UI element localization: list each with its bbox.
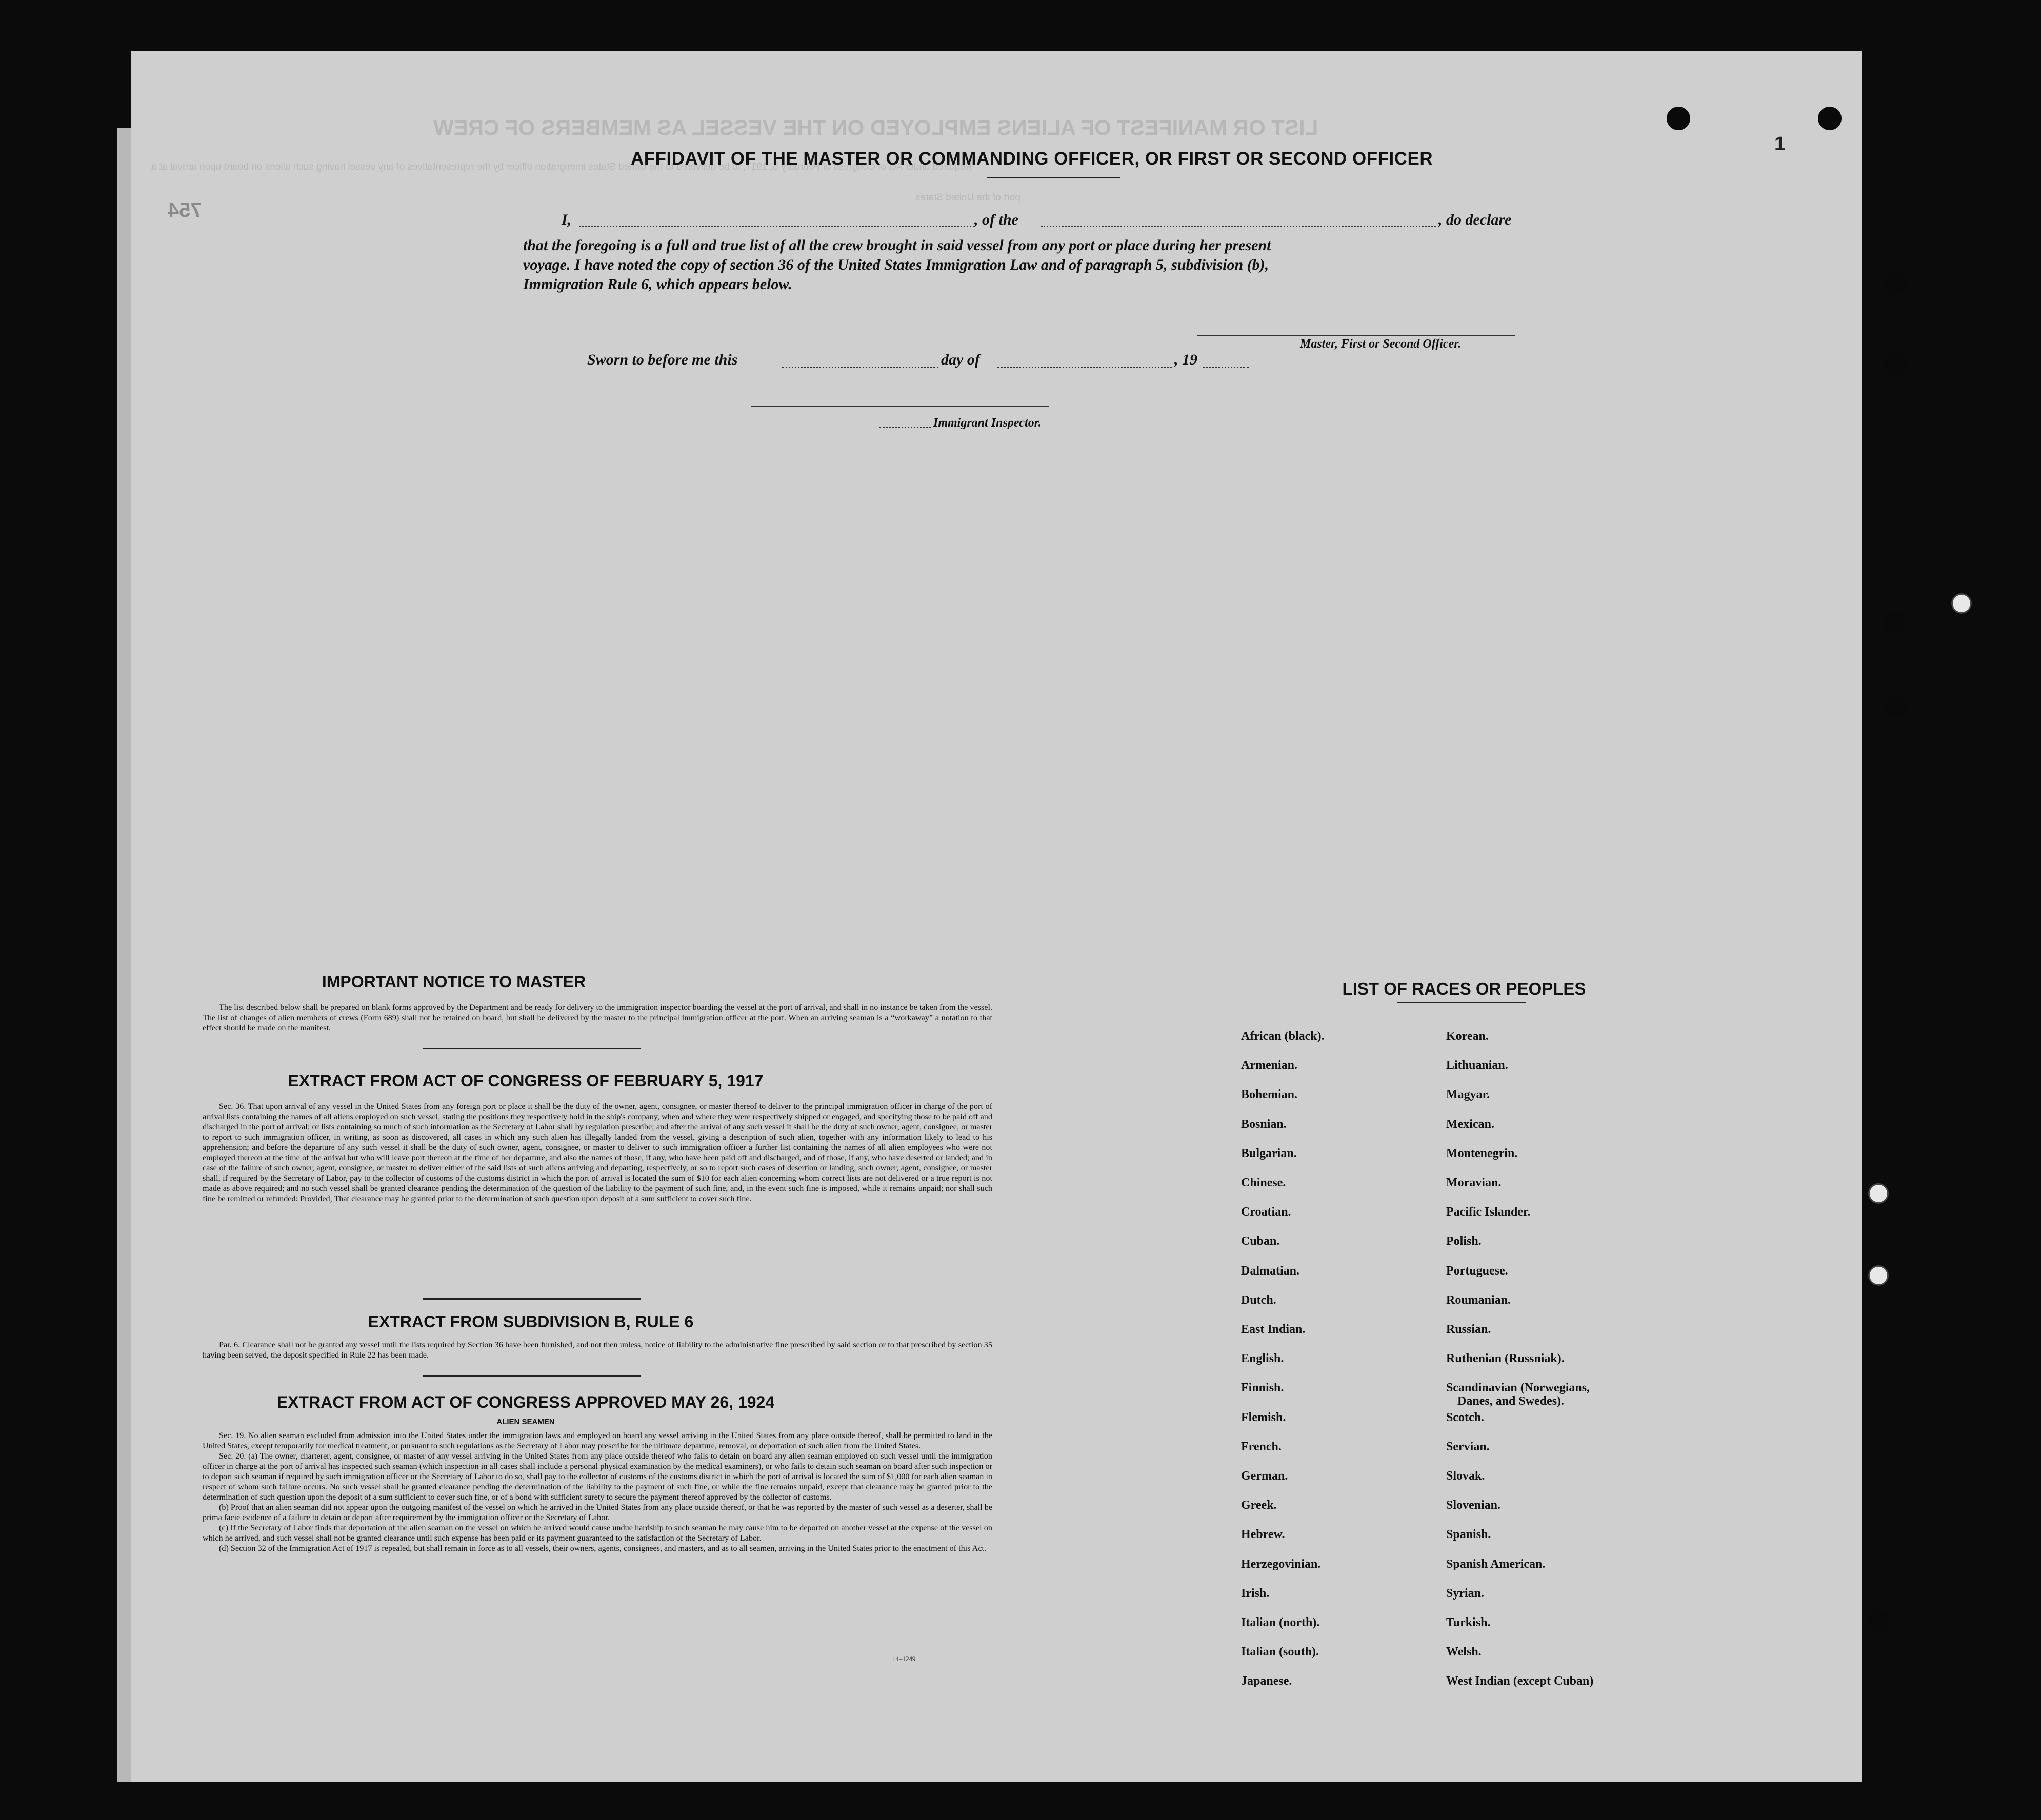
race-item: Portuguese. [1446,1264,1508,1278]
race-item: Japanese. [1241,1674,1292,1688]
race-item: Magyar. [1446,1088,1490,1102]
sec-20d-paragraph: (d) Section 32 of the Immigration Act of 1917 is repealed, but shall remain in force as to all vessels, their owners, agents, consignees, and masters, and as to all seamen, arriving in the United States prior to the enactment of this Act. [219,1544,987,1553]
extract-rule6-heading: EXTRACT FROM SUBDIVISION B, RULE 6 [368,1312,694,1331]
master-signature-line[interactable] [1197,335,1515,336]
race-item: German. [1241,1469,1288,1483]
binder-hole [1884,612,1907,635]
binder-hole [1868,1183,1889,1204]
race-item: Polish. [1446,1235,1482,1248]
race-item: Dutch. [1241,1293,1276,1307]
race-item: Armenian. [1241,1059,1297,1073]
race-item: Turkish. [1446,1616,1491,1629]
background-list-title: LIST OR MANIFEST OF ALIENS EMPLOYED ON THE VESSEL AS MEMBERS OF CREW [433,115,1318,139]
race-item: African (black). [1241,1029,1325,1043]
extract-1917-text [203,1101,992,1204]
notice-rule [423,1048,641,1049]
affidavit-declare-label: , do declare [1438,211,1512,228]
race-item: Hebrew. [1241,1528,1285,1542]
race-item: Chinese. [1241,1176,1286,1189]
affidavit-title: AFFIDAVIT OF THE MASTER OR COMMANDING OFFICER, OR FIRST OR SECOND OFFICER [631,149,1433,169]
race-item: English. [1241,1352,1284,1366]
race-item: Italian (north). [1241,1616,1320,1629]
year-label: , 19 [1174,351,1197,368]
race-item: Spanish. [1446,1528,1491,1542]
race-item: Herzegovinian. [1241,1557,1321,1571]
race-item: Ruthenian (Russniak). [1446,1352,1565,1366]
race-item: French. [1241,1440,1282,1453]
binder-hole [1818,107,1842,130]
alien-seamen-subheading: ALIEN SEAMEN [496,1418,555,1426]
race-item: Croatian. [1241,1205,1291,1219]
race-item: Korean. [1446,1029,1489,1043]
race-item: Moravian. [1446,1176,1502,1189]
races-heading-rule [1397,1002,1526,1003]
race-item: Greek. [1241,1499,1277,1512]
notice-heading: IMPORTANT NOTICE TO MASTER [322,973,586,991]
master-name-line[interactable] [579,226,974,227]
sworn-label: Sworn to before me this [587,351,738,368]
sworn-day-line[interactable] [782,367,938,368]
corner-mark: 1 [1774,133,1786,155]
races-heading: LIST OF RACES OR PEOPLES [1342,979,1586,998]
binder-hole [1667,107,1690,130]
race-item: Montenegrin. [1446,1146,1518,1160]
background-required-line: Required under Act of Congress of February 5, 1917, to be delivered to the United States immigration officer by the representatives of any vessel having such aliens on board upon arrival at a [151,161,972,172]
race-item: Servian. [1446,1440,1490,1453]
affidavit-line-4: Immigration Rule 6, which appears below. [523,276,792,293]
corner-stamp: 754 [168,199,202,221]
binder-hole [1951,593,1972,614]
race-item: Scandinavian (Norwegians, Danes, and Swedes). [1446,1381,1590,1408]
extract-1917-rule [423,1298,641,1300]
affidavit-i-label: I, [562,211,572,228]
race-item: Syrian. [1446,1586,1485,1600]
sec-20b-paragraph: (b) Proof that an alien seaman did not appear upon the outgoing manifest of the vessel on which he arrived in the United States from any place outside thereof, or that he was reported by the master of such vessel as a deserter, shall be prima facie evidence of a failure to detain or deport after requirement by the immigration officer or the Secretary of Labor. [203,1503,992,1522]
race-item: Bohemian. [1241,1088,1298,1102]
inspector-signature-line[interactable] [751,406,1049,407]
race-item: Cuban. [1241,1235,1280,1248]
race-item: Pacific Islander. [1446,1205,1531,1219]
affidavit-title-rule [987,177,1120,178]
race-item: Flemish. [1241,1410,1286,1424]
race-item: Finnish. [1241,1381,1284,1395]
master-signature-label: Master, First or Second Officer. [1300,337,1462,351]
extract-1917-heading: EXTRACT FROM ACT OF CONGRESS OF FEBRUARY 5, 1917 [288,1071,764,1090]
race-item: Bosnian. [1241,1117,1287,1131]
race-item: Italian (south). [1241,1645,1319,1659]
extract-1924-text [203,1430,992,1553]
race-item: Lithuanian. [1446,1059,1508,1073]
sec-19-paragraph: Sec. 19. No alien seaman excluded from admission into the United States under the immigration laws and employed on board any vessel arriving in the United States from any place outside thereof, shall be permitted to land in the United States, except temporarily for medical treatment, or pursuant to such regulations as the Secretary of Labor may prescribe for the ultimate departure, removal, or deportation of such alien from the United States. [203,1431,992,1450]
affidavit-line-3: voyage. I have noted the copy of section 36 of the United States Immigration Law and of paragraph 5, subdivision (b), [523,256,1269,273]
race-item: Irish. [1241,1586,1270,1600]
sec-20a-paragraph: Sec. 20. (a) The owner, charterer, agent, consignee, or master of any vessel arriving in the United States from any place outside thereof who fails to detain on board any alien seaman employed on such vessel until the immigration officer in charge at the port of arrival has inspected such seaman (which inspection in all cases shall include a personal physical examination by the medical examiners), or who fails to detain such seaman on board after such inspection or to deport such seaman if required by such immigration officer or the Secretary of Labor to do so, shall pay to the collector of customs of the customs district in which the port of arrival is located the sum of $1,000 for each alien seaman in respect of whom such failure occurs. No such vessel shall be granted clearance pending the determination of the liability to the payment of such fine, or while the fine remains unpaid, except that clearance may be granted prior to the determination of such question upon the deposit of a sum sufficient to cover such fine, or of a bond with sufficient surety to secure the payment thereof approved by the collector of customs. [203,1451,992,1502]
race-item: West Indian (except Cuban) [1446,1674,1594,1688]
rule6-paragraph: Par. 6. Clearance shall not be granted any vessel until the lists required by Section 36 have been furnished, and not then unless, notice of liability to the administrative fine prescribed by said section or to that prescribed by section 35 having been served, the deposit specified in Rule 22 has been made. [203,1340,992,1360]
inspector-dots [879,427,931,428]
sworn-year-line[interactable] [1203,367,1249,368]
race-item: Welsh. [1446,1645,1482,1659]
extract-1924-heading: EXTRACT FROM ACT OF CONGRESS APPROVED MAY 26, 1924 [276,1393,775,1411]
race-item: Slovak. [1446,1469,1485,1483]
binder-hole [1884,351,1907,375]
race-item: Mexican. [1446,1117,1494,1131]
race-item: East Indian. [1241,1323,1306,1336]
extract-rule6-rule [423,1375,641,1377]
form-number: 14–1249 [892,1655,916,1663]
affidavit-line-2: that the foregoing is a full and true list of all the crew brought in said vessel from any port or place during her present [523,237,1271,254]
section-36-paragraph: Sec. 36. That upon arrival of any vessel in the United States from any foreign port or place it shall be the duty of the owner, agent, consignee, or master thereof to deliver to the principal immigration officer in charge of the port of arrival lists containing the names of all aliens employed on such vessel, stating the positions they respectively hold in the ship's company, when and where they were respectively shipped or engaged, and specifying those to be paid off and discharged in the port of arrival; or lists containing so much of such information as the Secretary of Labor shall by regulation prescribe; and after the arrival of any such vessel it shall be the duty of such owner, agent, consignee, or master to report to such immigration officer, in writing, as soon as discovered, all cases in which any such alien has illegally landed from the vessel, giving a description of such alien, together with any information likely to lead to his apprehension; and before the departure of any such vessel it shall be the duty of such owner, agent, consignee, or master to deliver to such immigration officer a further list containing the names of all alien employees who were not employed thereon at the time of the arrival but who will leave port thereon at the time of her departure, and also the names of those, if any, who have been paid off and discharged, and of those, if any, who have deserted or landed; and in case of the failure of such owner, agent, consignee, or master to deliver either of the said lists of such aliens arriving and departing, respectively, or so to report such cases of desertion or landing, such owner, agent, consignee, or master shall, if required by the Secretary of Labor, pay to the collector of customs of the customs district in which the port of arrival is located the sum of $10 for each alien concerning whom correct lists are not delivered or a true report is not made as above required; and no such vessel shall be granted clearance pending the determination of the question of the liability to the payment of such fine, and, in the event such fine is imposed, while it remains unpaid; nor shall such fine be remitted or refunded: Provided, That clearance may be granted prior to the determination of such question upon deposit of a sum sufficient to cover such fine. [203,1102,992,1203]
manifest-sheet [131,51,1862,1782]
background-port-line: port of the United States [915,192,1020,203]
race-item: Slovenian. [1446,1499,1501,1512]
binder-hole [1884,694,1907,717]
race-item: Bulgarian. [1241,1146,1297,1160]
binder-hole [1868,1265,1889,1286]
inspector-label: Immigrant Inspector. [933,416,1042,430]
binder-hole [1867,1610,1890,1633]
affidavit-of-the-label: , of the [974,211,1018,228]
race-item: Dalmatian. [1241,1264,1299,1278]
sec-20c-paragraph: (c) If the Secretary of Labor finds that deportation of the alien seaman on the vessel on which he arrived would cause undue hardship to such seaman he may cause him to be deported on another vessel at the expense of the vessel on which he arrived, and such vessel shall not be granted clearance until such expense has been paid or its payment guaranteed to the satisfaction of the Secretary of Labor. [203,1523,992,1543]
notice-text [203,1002,992,1033]
race-item: Scotch. [1446,1410,1484,1424]
race-item: Russian. [1446,1323,1491,1336]
race-item: Roumanian. [1446,1293,1511,1307]
vessel-name-line[interactable] [1041,226,1436,227]
extract-rule6-text [203,1340,992,1360]
notice-paragraph: The list described below shall be prepared on blank forms approved by the Department and be ready for delivery to the immigration inspector boarding the vessel at the port of arrival, and shall in no instance be taken from the vessel. The list of changes of alien members of crews (Form 689) shall not be retained on board, but shall be delivered by the master to the principal immigration officer at the port. When an arriving seaman is a “workaway” a notation to that effect should be made on the manifest. [203,1003,992,1033]
sworn-month-line[interactable] [997,367,1172,368]
day-of-label: day of [941,351,980,368]
binder-hole [1884,271,1907,294]
race-item: Spanish American. [1446,1557,1546,1571]
